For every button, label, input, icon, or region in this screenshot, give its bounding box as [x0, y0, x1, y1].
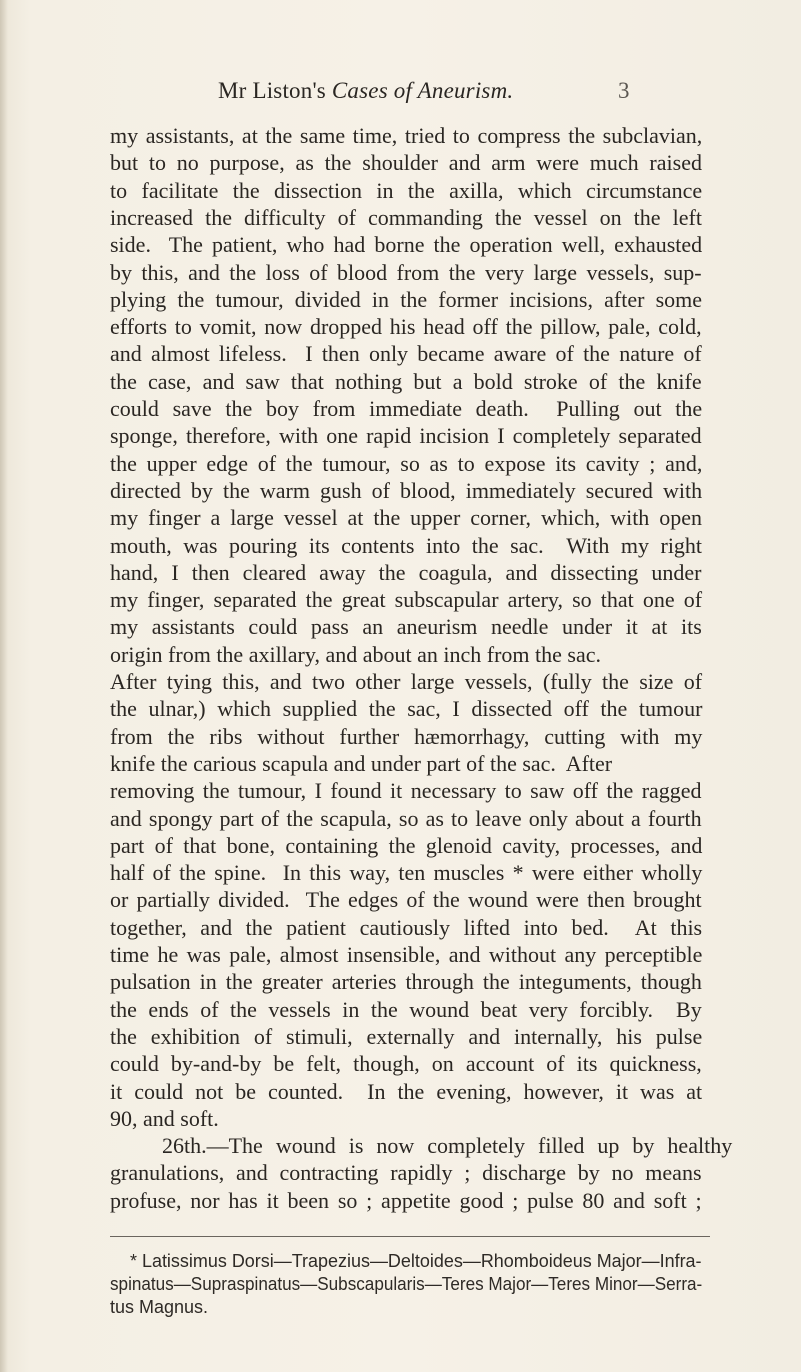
text-line: to facilitate the dissection in the axilla, which circumstance — [110, 177, 703, 203]
footnote-line: * Latissimus Dorsi—Trapezius—Deltoides—Rhomboideus Major—Infra- — [110, 1251, 702, 1271]
text-line: increased the difficulty of commanding the vessel on the left — [110, 204, 702, 230]
page-gutter-shadow — [0, 0, 8, 1372]
text-line: part of that bone, containing the glenoid cavity, processes, and — [110, 832, 703, 858]
running-head-title-prefix: Mr Liston's — [218, 78, 332, 103]
text-line: the ends of the vessels in the wound beat very forcibly. By — [110, 996, 702, 1022]
text-line: mouth, was pouring its contents into the sac. With my right — [110, 532, 703, 558]
text-line: the case, and saw that nothing but a bold stroke of the knife — [110, 368, 702, 394]
text-line: but to no purpose, as the shoulder and arm were much raised — [110, 150, 702, 176]
text-line: sponge, therefore, with one rapid incision I completely separated — [110, 423, 702, 449]
text-line: and almost lifeless. I then only became aware of the nature of — [110, 341, 702, 367]
footnote-line: tus Magnus. — [110, 1297, 209, 1317]
text-line: and spongy part of the scapula, so as to leave only about a fourth — [110, 805, 702, 831]
text-line: origin from the axillary, and about an inch from the sac. — [110, 641, 601, 667]
text-line: 26th.—The wound is now completely filled up by healthy — [110, 1133, 733, 1159]
text-line: After tying this, and two other large vessels, (fully the size of — [110, 669, 703, 694]
text-line: half of the spine. In this way, ten muscles * were either wholly — [110, 860, 703, 886]
text-line: removing the tumour, I found it necessary to saw off the ragged — [110, 778, 702, 804]
text-line: from the ribs without further hæmorrhagy, cutting with my — [110, 723, 703, 749]
text-line: the exhibition of stimuli, externally and internally, his pulse — [110, 1023, 703, 1049]
text-line: knife the carious scapula and under part of the sac. After — [110, 750, 613, 776]
text-line: my assistants, at the same time, tried to compress the subclavian, — [110, 123, 703, 148]
running-head-title — [218, 78, 513, 104]
text-line: profuse, nor has it been so ; appetite good ; pulse 80 and soft ; — [110, 1187, 702, 1213]
footnote-line: spinatus—Supraspinatus—Subscapularis—Teres Major—Teres Minor—Serra- — [110, 1274, 703, 1294]
text-line: the ulnar,) which supplied the sac, I dissected off the tumour — [110, 696, 703, 722]
text-line: my finger, separated the great subscapular artery, so that one of — [110, 587, 703, 613]
text-line: it could not be counted. In the evening, however, it was at — [110, 1078, 703, 1104]
text-line: together, and the patient cautiously lifted into bed. At this — [110, 914, 703, 940]
text-line: 90, and soft. — [110, 1105, 219, 1131]
text-line: could save the boy from immediate death. Pulling out the — [110, 396, 703, 421]
footnote-rule — [110, 1236, 710, 1237]
text-line: by this, and the loss of blood from the very large vessels, sup- — [110, 259, 702, 285]
running-head-title-italic: Cases of Aneurism. — [331, 78, 514, 103]
text-line: efforts to vomit, now dropped his head off the pillow, pale, cold, — [110, 314, 702, 340]
text-line: the upper edge of the tumour, so as to expose its cavity ; and, — [110, 450, 703, 476]
text-line: granulations, and contracting rapidly ; discharge by no means — [110, 1160, 702, 1186]
text-line: could by-and-by be felt, though, on account of its quickness, — [110, 1051, 702, 1077]
text-line: directed by the warm gush of blood, immediately secured with — [110, 477, 703, 503]
text-line: pulsation in the greater arteries through the integuments, though — [110, 969, 702, 995]
page-number: 3 — [618, 78, 630, 103]
text-line: plying the tumour, divided in the former incisions, after some — [110, 286, 703, 312]
text-line: hand, I then cleared away the coagula, and dissecting under — [110, 559, 702, 585]
text-line: side. The patient, who had borne the operation well, exhausted — [110, 232, 703, 258]
text-line: my finger a large vessel at the upper corner, which, with open — [110, 505, 703, 531]
text-line: or partially divided. The edges of the wound were then brought — [110, 887, 702, 913]
running-head — [0, 78, 801, 108]
text-line: my assistants could pass an aneurism needle under it at its — [110, 614, 702, 640]
text-line: time he was pale, almost insensible, and without any perceptible — [110, 942, 703, 967]
